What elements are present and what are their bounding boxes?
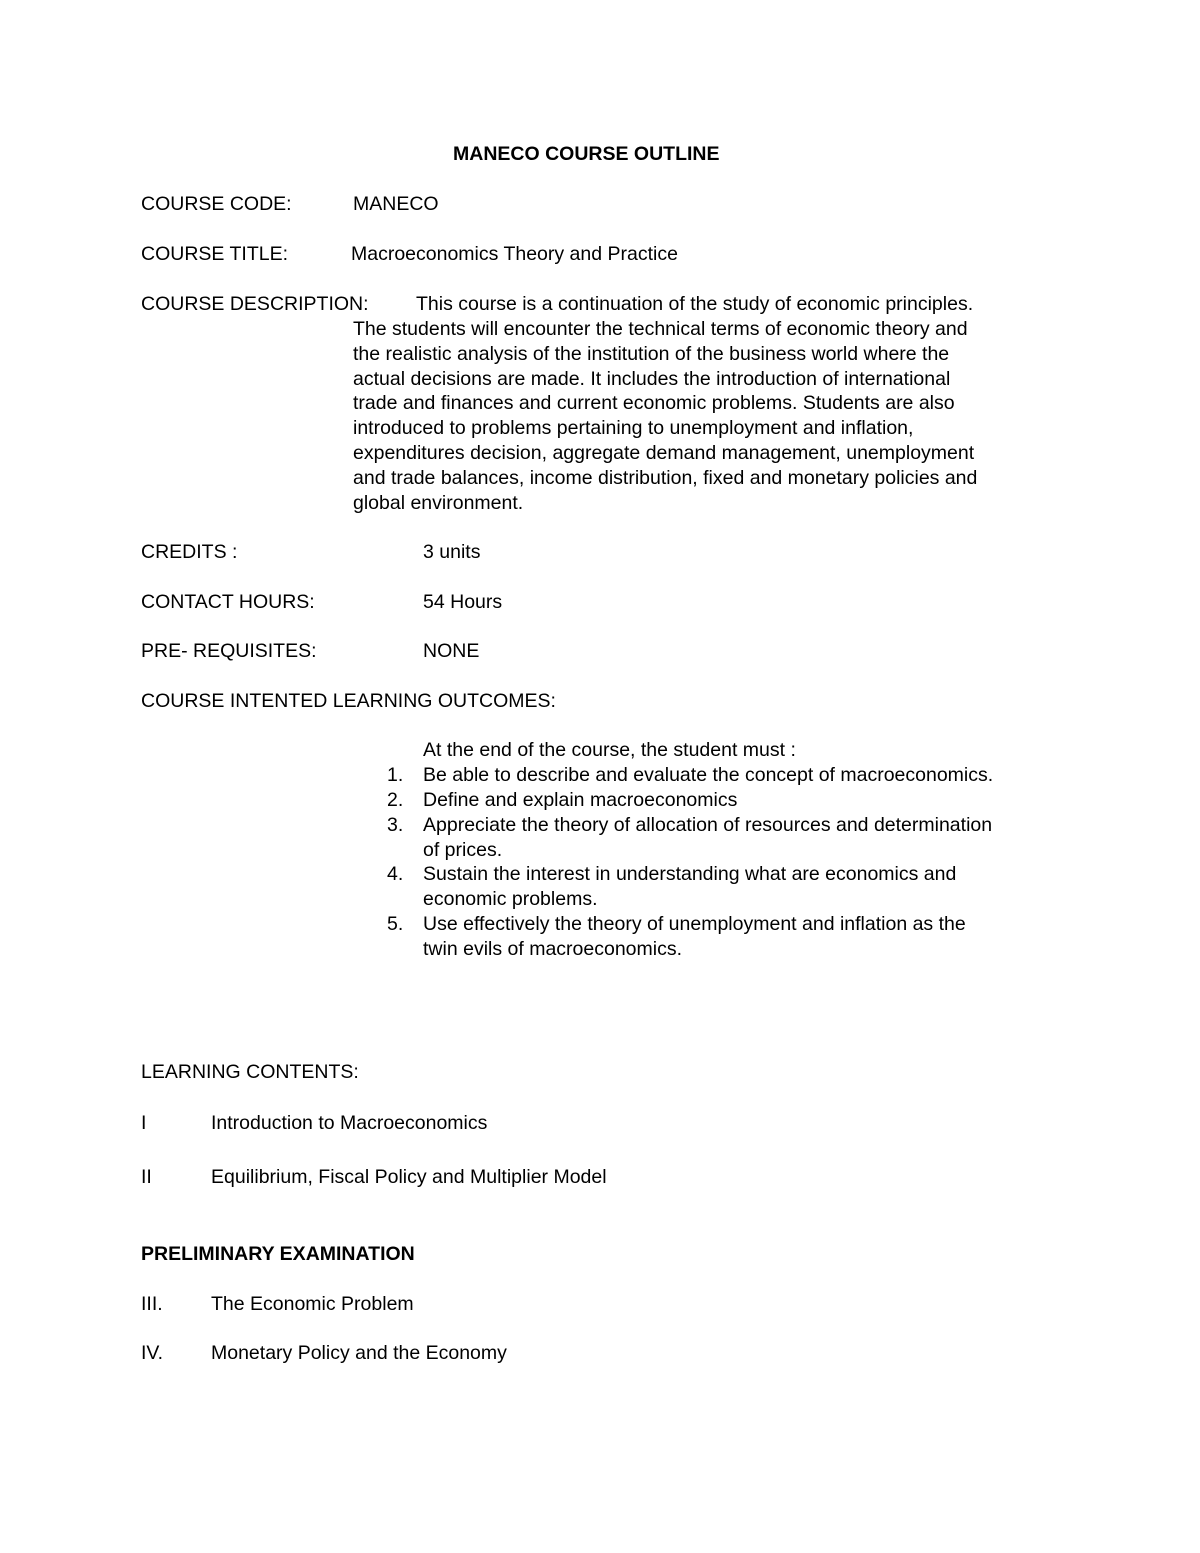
content-number: IV. [141, 1342, 164, 1364]
outcomes-heading: COURSE INTENTED LEARNING OUTCOMES: [141, 690, 556, 712]
outcome-text [423, 912, 966, 962]
description-line: and trade balances, income distribution, fixed and monetary policies and [353, 466, 978, 489]
course-title-value: Macroeconomics Theory and Practice [351, 243, 678, 265]
description-line: The students will encounter the technical terms of economic theory and [353, 318, 968, 340]
outcome-line: Appreciate the theory of allocation of resources and determination [423, 814, 993, 836]
description-line: expenditures decision, aggregate demand management, unemployment [353, 441, 975, 464]
outcome-text [423, 813, 992, 863]
outcome-line: Be able to describe and evaluate the concept of macroeconomics. [423, 764, 994, 786]
course-description-label: COURSE DESCRIPTION: [141, 293, 369, 315]
outcome-number: 5. [387, 913, 404, 935]
credits-value: 3 units [423, 541, 481, 563]
course-description-first-line: This course is a continuation of the study of economic principles. [416, 293, 974, 315]
description-line: introduced to problems pertaining to unemployment and inflation, [353, 417, 914, 440]
course-title-label: COURSE TITLE: [141, 243, 289, 265]
outcome-line: Sustain the interest in understanding what are economics and [423, 863, 957, 885]
contact-hours-label: CONTACT HOURS: [141, 591, 315, 613]
content-text: Equilibrium, Fiscal Policy and Multiplier Model [211, 1166, 607, 1188]
outcome-number: 3. [387, 814, 404, 836]
course-code-label: COURSE CODE: [141, 193, 292, 215]
outcome-text [423, 763, 993, 788]
outcome-line: twin evils of macroeconomics. [423, 937, 683, 960]
document-title: MANECO COURSE OUTLINE [453, 143, 720, 165]
learning-contents-heading: LEARNING CONTENTS: [141, 1061, 359, 1083]
description-line: actual decisions are made. It includes the introduction of international [353, 367, 951, 390]
content-text: Introduction to Macroeconomics [211, 1112, 488, 1134]
outcome-number: 2. [387, 789, 404, 811]
outcome-line: economic problems. [423, 887, 598, 910]
outcome-line: Define and explain macroeconomics [423, 789, 738, 811]
outcomes-intro: At the end of the course, the student must : [423, 739, 796, 761]
content-number: III. [141, 1293, 163, 1315]
prerequisites-label: PRE- REQUISITES: [141, 640, 317, 662]
outcome-number: 1. [387, 764, 404, 786]
outcome-number: 4. [387, 863, 404, 885]
course-code-value: MANECO [353, 193, 439, 215]
content-text: The Economic Problem [211, 1293, 414, 1315]
description-line: global environment. [353, 491, 524, 514]
outcome-line: of prices. [423, 838, 503, 861]
contact-hours-value: 54 Hours [423, 591, 503, 613]
content-number: I [141, 1112, 147, 1134]
description-line: the realistic analysis of the institution of the business world where the [353, 342, 950, 365]
description-line: trade and finances and current economic problems. Students are also [353, 392, 955, 415]
course-description-body [353, 317, 1063, 515]
prerequisites-value: NONE [423, 640, 480, 662]
outcome-text [423, 862, 956, 912]
outcome-text [423, 788, 737, 813]
content-text: Monetary Policy and the Economy [211, 1342, 507, 1364]
prelim-heading: PRELIMINARY EXAMINATION [141, 1243, 415, 1265]
outcome-line: Use effectively the theory of unemployment and inflation as the [423, 913, 966, 935]
content-number: II [141, 1166, 152, 1188]
credits-label: CREDITS : [141, 541, 238, 563]
